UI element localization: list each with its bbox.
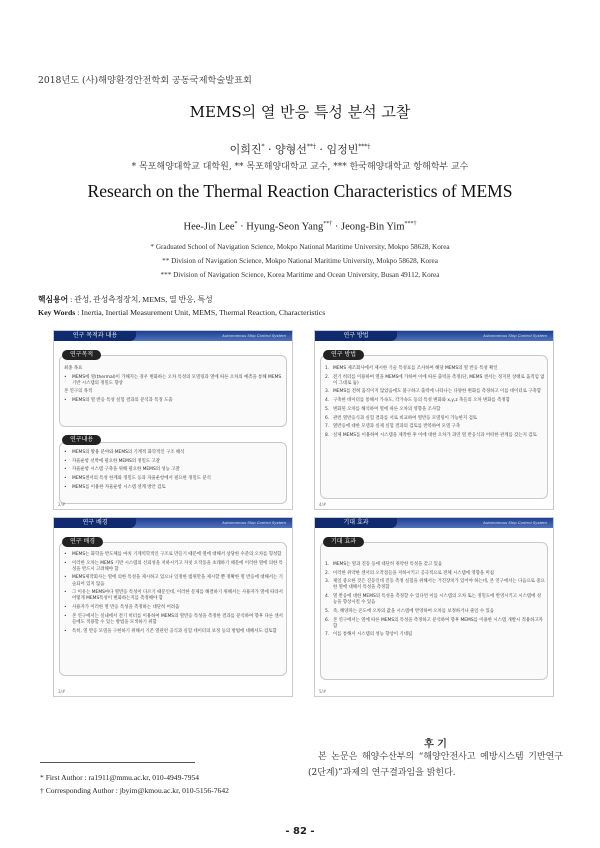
author-sep: ·: [264, 143, 276, 156]
conference-header: 2018년도 (사)해양환경안전학회 공동국제학술발표회: [38, 75, 252, 86]
list-item: [323, 609, 545, 615]
keywords-english-label: Key Words: [38, 308, 76, 317]
item-text: 관련 열반응식과 실험 결과를 서로 비교하여 열반응 모델링이 가능한지 검토: [333, 415, 478, 421]
list-item: [62, 629, 284, 635]
slide-research-background: [53, 517, 293, 697]
footnote-text: First Author : ra1911@mmu.ac.kr, 010-4949-7954: [43, 773, 200, 782]
list-item: [323, 618, 545, 630]
bullet: •: [64, 605, 67, 611]
step-number: 2.: [325, 570, 330, 576]
list-item: [323, 366, 545, 372]
bullet: •: [64, 476, 67, 482]
slide-research-method: [314, 330, 554, 510]
bullet: •: [64, 398, 67, 404]
item-text: MEMS제작회사는 열에 의한 특성을 제시하고 있으나 일정한 범위만을 제시할 뿐 정확한 열 반응에 대해서는 기술되어 있지 않음: [72, 575, 283, 587]
slide-system-label: Autonomous Ship Control System: [483, 333, 547, 338]
bullet: •: [64, 560, 67, 566]
affiliation-english-2: ** Division of Navigation Science, Mokpo National Maritime University, Mokpo 58628, Korea: [162, 257, 438, 265]
step-number: 3.: [325, 389, 330, 395]
bullet: •: [64, 450, 67, 455]
step-number: 7.: [325, 424, 330, 430]
author-sep: ·: [332, 221, 342, 233]
item-text: 이를 통해서 시스템의 성능 향상이 기대됨: [333, 632, 413, 638]
list-item: [323, 579, 545, 591]
keywords-korean-text: : 관성, 관성측정장치, MEMS, 열 반응, 특성: [68, 295, 213, 304]
list-item: [62, 605, 284, 611]
item-text: MEMS는 열과 진동 등에 대단히 취약한 특성을 갖고 있음: [333, 562, 443, 567]
item-text: 구축한 데이터를 통해서 가속도, 각가속도 등의 특성 변화와 x,y,z 축들의 오차 변화를 측정함: [333, 398, 510, 404]
list-item: [62, 575, 284, 587]
item-text: 제일 중요한 것은 진동인데 진동 측정 실험을 위해서는 거진장치가 있어야 하는데, 본 연구에서는 다음으로 중요한 열에 대해서 특성을 측정함: [333, 579, 545, 591]
step-number: 5.: [325, 406, 330, 412]
footnote-first-author: [40, 773, 199, 782]
item-text: 변화된 오차를 해석하여 열에 따른 오차의 영향을 조사함: [333, 406, 441, 412]
author-3-mark: ***†: [358, 143, 371, 151]
item-text: MEMS 제조회사에서 제시한 기술 특성표를 조사하여 해당 MEMS의 열 반응 특성 확인: [333, 366, 498, 371]
step-number: 1.: [325, 366, 330, 371]
slide-page-number: 5/#: [319, 689, 327, 694]
item-text: 본 연구에서는 실내에서 전기 히터를 이용하여 MEMS의 열반응 특성을 측정한 결과를 분석하여 향후 다른 센서들에도 적용할 수 있는 방법을 모색하기 위함: [72, 613, 283, 625]
slide-research-purpose: [53, 330, 293, 510]
bullet: •: [64, 628, 67, 634]
step-number: 4.: [325, 594, 330, 600]
slide-tab: 기대 효과: [315, 518, 397, 528]
list-item: [62, 375, 284, 387]
author-3: 임정빈: [326, 143, 359, 156]
item-text: MEMS의 활용 분야와 MEMS의 기계적 화학적인 구조 해석: [72, 450, 185, 455]
keywords-english-text: : Inertia, Inertial Measurement Unit, MEMS, Thermal Reaction, Characteristics: [75, 308, 326, 317]
item-text: 열반응에 대한 모델과 실제 실험 결과의 검토를 반복하여 모델 구축: [333, 424, 461, 430]
list-item: [323, 407, 545, 413]
step-number: 4.: [325, 398, 330, 404]
step-number: 1.: [325, 562, 330, 567]
step-number: 5.: [325, 608, 330, 614]
item-text: 자율운항 시스템 구축을 위해 필요한 MEMS의 성능 고찰: [72, 467, 180, 473]
list-item: [323, 433, 545, 439]
item-text: MEMS를 이용한 자율운항 시스템 설계 방안 검토: [72, 484, 166, 490]
authors-english: [0, 221, 600, 233]
bullet: •: [64, 613, 67, 619]
list-item: [62, 459, 284, 465]
item-text: 즉, 해양파는 온도에 오차의 값을 시스템에 반영하여 오차를 보정하거나 줄일 수 있음: [333, 608, 494, 614]
item-text: 실제 MEMS를 이용하여 시스템을 제작한 후 이에 대한 오차가 과연 열 반응식과 어떠한 관계를 갖는지 검토: [333, 432, 537, 438]
page-number: - 82 -: [285, 826, 315, 837]
text-line: 본 연구의 목적: [64, 389, 93, 395]
list-item: [323, 375, 545, 387]
bullet: •: [64, 575, 67, 581]
keywords-english: [38, 308, 325, 317]
list-item: [323, 562, 545, 568]
item-text: MEMS에 열(thermal)이 가해지는 경우 변화하는 오차 특성의 모델링과 열에 따른 오차의 예측을 통해 MEMS기반 시스템의 정밀도 향상: [72, 374, 282, 386]
slide-system-label: Autonomous Ship Control System: [483, 520, 547, 525]
list-item: [323, 398, 545, 404]
list-item: [62, 398, 284, 404]
item-text: 그 이유는 MEMS마다 열반응 특성이 다르기 때문인데, 이러한 문제를 해결하기 위해서는 사용자가 열에 따라서 어떻게 MEMS특성이 변화하는지를 측정해야 함: [72, 590, 283, 602]
keywords-korean: [38, 294, 213, 305]
list-item: [62, 485, 284, 491]
slide-system-label: Autonomous Ship Control System: [222, 333, 286, 338]
list-item: [323, 632, 545, 638]
author-sep: ·: [237, 221, 247, 233]
author-3: Jeong-Bin Yim: [341, 221, 405, 233]
item-text: 열 반응에 대한 MEMS의 특성을 측정할 수 있다면 이를 시스템의 오차 또는 정밀도에 반영시키고 시스템에 성능을 향상시킬 수 있음: [333, 594, 541, 606]
item-text: MEMS센서의 특성 한계와 정밀도 등과 자율운항에서 필요한 정밀도 분석: [72, 476, 211, 482]
list-item: [323, 389, 545, 395]
slide-tab: 연구 목적과 내용: [54, 331, 136, 341]
slide-expected-effects: [314, 517, 554, 697]
author-2-mark: **†: [323, 221, 333, 227]
author-2: Hyung-Seon Yang: [246, 221, 324, 233]
author-2-mark: **†: [306, 143, 316, 151]
title-english: Research on the Thermal Reaction Characteristics of MEMS: [87, 181, 513, 201]
section-label: 연구 방법: [323, 350, 364, 360]
author-3-mark: ***†: [404, 221, 417, 227]
step-number: 7.: [325, 632, 330, 638]
bullet: •: [64, 484, 67, 490]
acknowledgement-text: 본 논문은 해양수산부의 “해양안전사고 예방시스템 기반연구(2단계)”과제의 연구결과임을 밝힌다.: [308, 752, 563, 778]
item-text: MEMS를 전혀 움직이지 않았음에도 불구하고 출력에 나타나는 다양한 변화를 측정하고 이를 데이터로 구축함: [333, 389, 542, 395]
item-text: 이러한 오차는 MEMS 기반 시스템의 신뢰성을 저하시키고 자칫 오작동을 초래하기 때문에 이러한 열에 의한 특성을 반드시 고려해야 함: [72, 560, 283, 572]
list-item: [62, 614, 284, 626]
title-korean: MEMS의 열 반응 특성 분석 고찰: [189, 103, 411, 121]
affiliation-korean: * 목포해양대학교 대학원, ** 목포해양대학교 교수, *** 한국해양대학교 항해학부 교수: [131, 162, 469, 172]
bullet: •: [64, 552, 67, 557]
step-number: 8.: [325, 432, 330, 438]
list-item: [62, 590, 284, 602]
list-item: [323, 594, 545, 606]
list-item: [323, 571, 545, 577]
author-1-mark: *: [261, 143, 265, 151]
bullet: •: [64, 458, 67, 464]
list-item: [62, 476, 284, 482]
section-label: 연구내용: [62, 435, 101, 445]
item-text: 특히, 열 반응 모델을 구현하기 위해서 기존 열관련 공식과 실험 데이터의 보정 등의 방법에 대해서도 검토함: [72, 628, 277, 634]
footnote-mark: *: [40, 773, 44, 782]
step-number: 6.: [325, 617, 330, 623]
slide-page-number: 2/#: [58, 502, 66, 507]
author-1: 이희진: [229, 143, 262, 156]
item-text: 본 연구에서는 열에 따른 MEMS의 특성을 측정하고 분석하여 향후 MEMS를 이용한 시스템 개발시 적용하고자 함: [333, 617, 543, 629]
acknowledgement-heading: 후 기: [424, 739, 447, 750]
author-1-mark: *: [234, 221, 238, 227]
slide-page-number: 3/#: [58, 689, 66, 694]
step-number: 6.: [325, 415, 330, 421]
author-1: Hee-Jin Lee: [183, 221, 235, 233]
list-item: [323, 424, 545, 430]
list-item: [62, 561, 284, 573]
footnote-mark: †: [40, 786, 44, 795]
item-text: MEMS의 열 반응 특성 실험 결과의 분석과 특징 도출: [72, 398, 173, 404]
slide-tab: 연구 배경: [54, 518, 136, 528]
list-item: [62, 467, 284, 473]
author-sep: ·: [315, 143, 327, 156]
step-number: 2.: [325, 374, 330, 380]
list-item: [323, 416, 545, 422]
item-text: 전기 히터를 이용하여 열을 MEMS에 가하여 이에 따른 출력을 측정(단, MEMS 센서는 정지된 상태로 움직임 없이 그대로 둠): [333, 374, 545, 386]
section-label: 연구목적: [62, 350, 101, 360]
footnote-rule: [40, 762, 195, 763]
slide-page-number: 4/#: [319, 502, 327, 507]
step-number: 3.: [325, 579, 330, 585]
affiliation-english-1: * Graduated School of Navigation Science, Mokpo National Maritime University, Mokpo 58628, Korea: [150, 243, 450, 251]
footnote-text: Corresponding Author : jbyim@kmou.ac.kr, 010-5156-7642: [43, 786, 229, 795]
section-label: 기대 효과: [323, 537, 364, 547]
authors-korean: [0, 141, 600, 157]
bullet: •: [64, 590, 67, 596]
footnote-corresponding-author: [40, 786, 229, 795]
item-text: MEMS는 화학을 반도체를 마치 기계역학적인 구조로 만들기 때문에 열에 대해서 상당한 수준의 오차를 형성함: [72, 552, 282, 557]
section-label: 연구 배경: [62, 537, 103, 547]
author-2: 양형선: [275, 143, 307, 156]
list-item: [62, 450, 284, 456]
bullet: •: [64, 374, 67, 380]
slide-system-label: Autonomous Ship Control System: [222, 520, 286, 525]
slide-tab: 연구 방법: [315, 331, 397, 341]
affiliation-english-3: *** Division of Navigation Science, Korea Maritime and Ocean University, Busan 49112, Korea: [160, 271, 440, 279]
item-text: 자율운항 선박에 필요한 MEMS의 정밀도 고찰: [72, 458, 160, 464]
item-text: 사용자가 이러한 열 반응 특성을 측정하는 대단히 어려움: [72, 605, 180, 611]
item-text: 이러한 취약한 센서의 오작점들을 저하시키고 공극적으로 전체 시스템에 영향을 미침: [333, 570, 495, 576]
bullet: •: [64, 467, 67, 473]
keywords-korean-label: 핵심용어: [38, 295, 69, 304]
text-line: 최종 목표: [64, 366, 83, 371]
list-item: [62, 552, 284, 558]
